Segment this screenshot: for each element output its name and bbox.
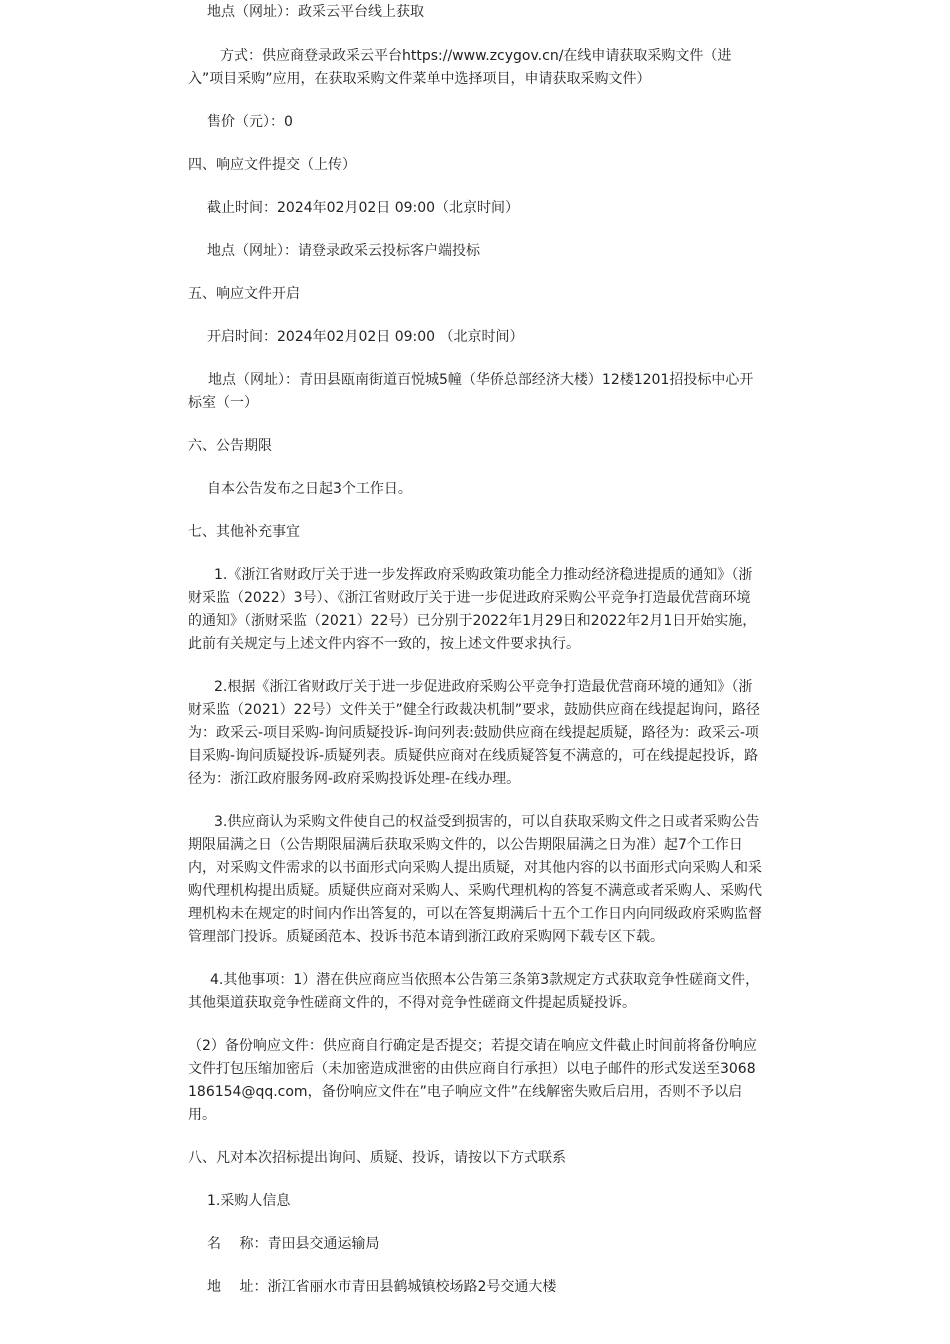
- purchaser-name-line: 名 称：青田县交通运输局: [207, 1236, 380, 1252]
- purchase-method-paragraph: 方式：供应商登录政采云平台https://www.zcygov.cn/在线申请获取采购文件（进入”项目采购”应用，在获取采购文件菜单中选择项目，申请获取采购文件）: [188, 48, 732, 87]
- supplement-item-1: 1.《浙江省财政厅关于进一步发挥政府采购政策功能全力推动经济稳进提质的通知》（浙财采监（2022）3号）、《浙江省财政厅关于进一步促进政府采购公平竞争打造最优营商环境的通知》（浙财采监（2021）22号）已分别于2022年1月29日和2022年2月1日开始实施，此前有关规定与上述文件内容不一致的，按上述文件要求执行。: [188, 567, 757, 652]
- section-7-heading: 七、其他补充事宜: [188, 524, 300, 540]
- price-line: 售价（元）：0: [207, 114, 293, 130]
- submission-deadline-line: 截止时间：2024年02月02日 09:00（北京时间）: [207, 200, 520, 216]
- purchaser-info-heading: 1.采购人信息: [207, 1193, 291, 1209]
- section-6-heading: 六、公告期限: [188, 438, 272, 454]
- section-5-heading: 五、响应文件开启: [188, 286, 300, 302]
- notice-period-line: 自本公告发布之日起3个工作日。: [207, 481, 412, 497]
- purchaser-address-line: 地 址：浙江省丽水市青田县鹤城镇校场路2号交通大楼: [207, 1279, 557, 1295]
- supplement-item-4: 4.其他事项：1）潜在供应商应当依照本公告第三条第3款规定方式获取竞争性磋商文件，其他渠道获取竞争性磋商文件的，不得对竞争性磋商文件提起质疑投诉。: [188, 972, 760, 1011]
- supplement-item-3: 3.供应商认为采购文件使自己的权益受到损害的，可以自获取采购文件之日或者采购公告期限届满之日（公告期限届满后获取采购文件的，以公告期限届满之日为准）起7个工作日内，对采购文件需求的以书面形式向采购人提出质疑，对其他内容的以书面形式向采购人和采购代理机构提出质疑。质疑供应商对采购人、采购代理机构的答复不满意或者采购人、采购代理机构未在规定的时间内作出答复的，可以在答复期满后十五个工作日内向同级政府采购监督管理部门投诉。质疑函范本、投诉书范本请到浙江政府采购网下载专区下载。: [188, 814, 762, 945]
- purchase-location-line: 地点（网址）：政采云平台线上获取: [207, 4, 424, 20]
- supplement-item-2: 2.根据《浙江省财政厅关于进一步促进政府采购公平竞争打造最优营商环境的通知》（浙财采监（2021）22号）文件关于”健全行政裁决机制”要求，鼓励供应商在线提起询问，路径为：政采云-项目采购-询问质疑投诉-询问列表:鼓励供应商在线提起质疑，路径为：政采云-项目采购-询问质疑投诉-质疑列表。质疑供应商对在线质疑答复不满意的，可在线提起投诉，路径为：浙江政府服务网-政府采购投诉处理-在线办理。: [188, 679, 760, 787]
- section-8-heading: 八、凡对本次招标提出询问、质疑、投诉，请按以下方式联系: [188, 1150, 566, 1166]
- backup-response-paragraph: （2）备份响应文件：供应商自行确定是否提交；若提交请在响应文件截止时间前将备份响应文件打包压缩加密后（未加密造成泄密的由供应商自行承担）以电子邮件的形式发送至3068186154@qq.com，备份响应文件在”电子响应文件”在线解密失败后启用，否则不予以启用。: [188, 1038, 757, 1123]
- opening-time-line: 开启时间：2024年02月02日 09:00 （北京时间）: [207, 329, 524, 345]
- submission-location-line: 地点（网址）：请登录政采云投标客户端投标: [207, 243, 480, 259]
- opening-location-paragraph: 地点（网址）：青田县瓯南街道百悦城5幢（华侨总部经济大楼）12楼1201招投标中心开标室（一）: [188, 372, 754, 411]
- document-body: [188, 0, 763, 1299]
- section-4-heading: 四、响应文件提交（上传）: [188, 157, 356, 173]
